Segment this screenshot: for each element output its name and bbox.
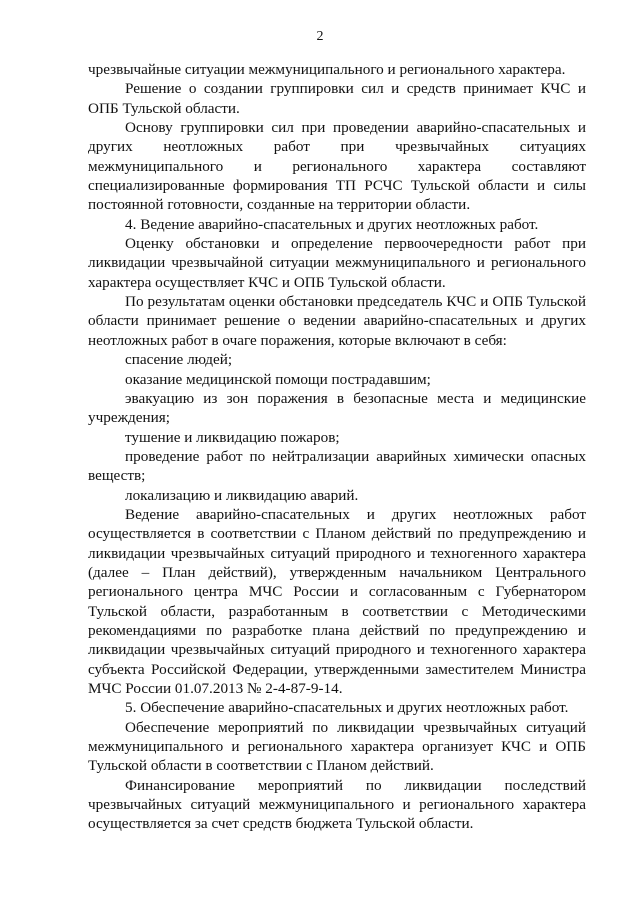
document-body (88, 60, 586, 834)
list-item-firefighting: тушение и ликвидацию пожаров; (125, 428, 340, 446)
paragraph-forces-basis: Основу группировки сил при проведении аварийно-спасательных и других неотложных работ при чрезвычайных ситуациях межмуниципального и регионального характера составляют специализированные формирования ТП РСЧС Тульской области и силы постоянной готовности, созданные на территории области. (88, 119, 586, 214)
section-heading-5: 5. Обеспечение аварийно-спасательных и других неотложных работ. (125, 699, 569, 717)
list-item-medical-aid: оказание медицинской помощи пострадавшим; (125, 370, 431, 388)
paragraph-provision: Обеспечение мероприятий по ликвидации чрезвычайных ситуаций межмуниципального и регионального характера организует КЧС и ОПБ Тульской области в соответствии с Планом действий. (88, 718, 586, 775)
list-item-neutralization: проведение работ по нейтрализации аварийных химически опасных веществ; (88, 447, 586, 485)
paragraph-forces-decision: Решение о создании группировки сил и средств принимает КЧС и ОПБ Тульской области. (88, 80, 586, 117)
list-item-localization: локализацию и ликвидацию аварий. (125, 486, 359, 504)
paragraph-assessment: Оценку обстановки и определение первоочередности работ при ликвидации чрезвычайной ситуации межмуниципального и регионального характера осуществляет КЧС и ОПБ Тульской области. (88, 235, 586, 291)
paragraph-financing: Финансирование мероприятий по ликвидации последствий чрезвычайных ситуаций межмуниципального и регионального характера осуществляется за счет средств бюджета Тульской области. (88, 776, 586, 833)
page-number: 2 (316, 29, 324, 44)
paragraph-decision: По результатам оценки обстановки председатель КЧС и ОПБ Тульской области принимает решение о ведении аварийно-спасательных и других неотложных работ в очаге поражения, которые включают в себя: (88, 293, 586, 349)
section-heading-4: 4. Ведение аварийно-спасательных и других неотложных работ. (125, 215, 539, 233)
list-item-rescue: спасение людей; (125, 351, 233, 369)
list-item-evacuation: эвакуацию из зон поражения в безопасные места и медицинские учреждения; (88, 389, 586, 427)
paragraph-action-plan: Ведение аварийно-спасательных и других неотложных работ осуществляется в соответствии с Планом действий по предупреждению и ликвидации чрезвычайных ситуаций природного и техногенного характера (далее – План действий), утвержденным начальником Центрального регионального центра МЧС России и согласованным с Губернатором Тульской области, разработанным в соответствии с Методическими рекомендациями по разработке плана действий по предупреждению и ликвидации чрезвычайных ситуаций природного и техногенного характера субъекта Российской Федерации, утвержденными заместителем Министра МЧС России 01.07.2013 № 2-4-87-9-14. (88, 505, 586, 697)
paragraph-continuation: чрезвычайные ситуации межмуниципального и регионального характера. (88, 61, 566, 78)
